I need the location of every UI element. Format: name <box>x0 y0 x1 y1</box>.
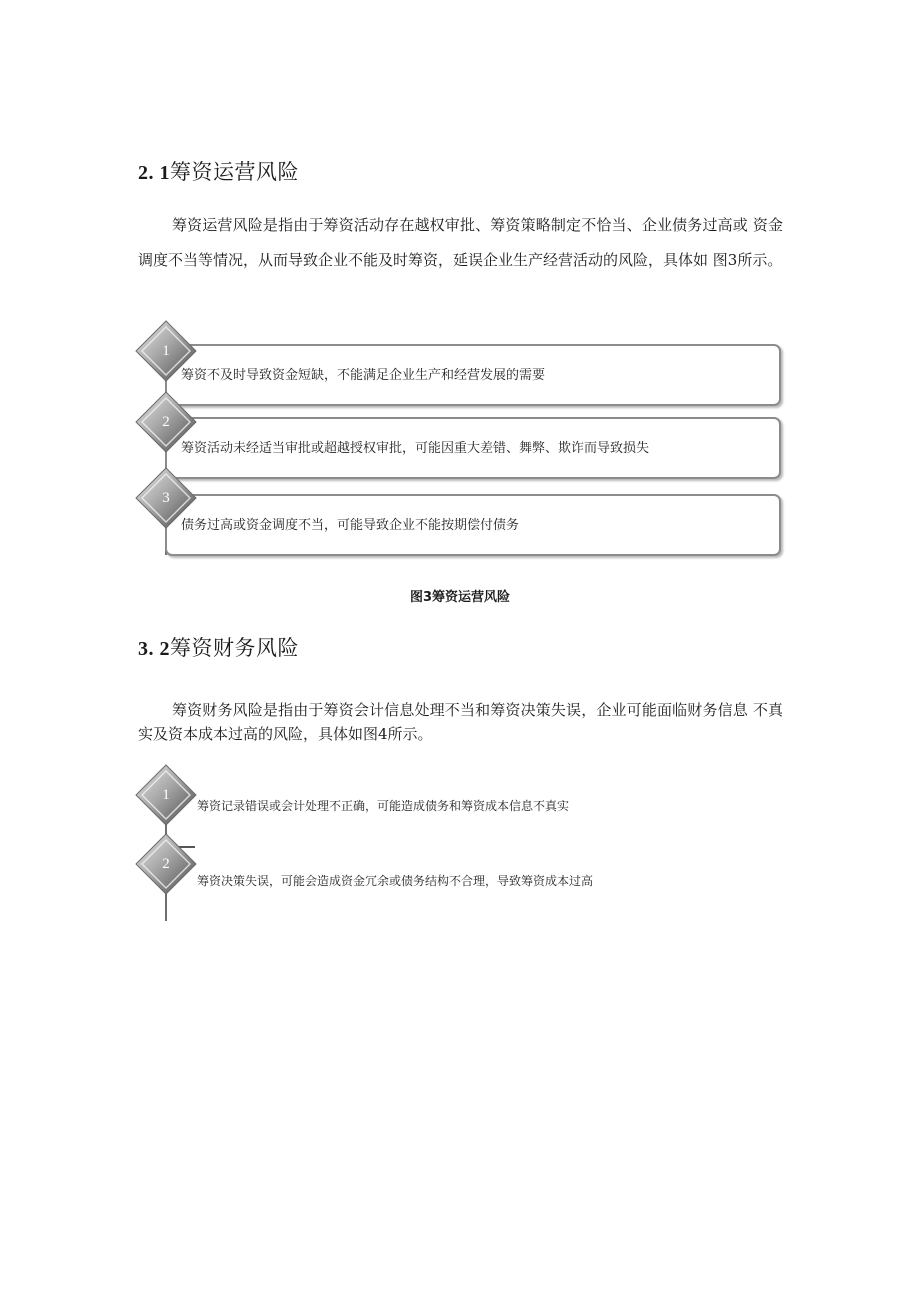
step-number: 2 <box>162 414 170 430</box>
flow-item-text: 筹资活动未经适当审批或超越授权审批，可能因重大差错、舞弊、欺诈而导致损失 <box>181 441 650 456</box>
step-number: 3 <box>162 490 170 506</box>
diamond-step-icon <box>135 391 197 453</box>
step-number: 1 <box>162 343 170 359</box>
flow-item-text: 债务过高或资金调度不当，可能导致企业不能按期偿付债务 <box>181 518 520 533</box>
diamond-step-icon <box>135 467 197 529</box>
step-number: 2 <box>162 856 170 872</box>
diamond-step-icon <box>135 320 197 382</box>
diamond-step-icon <box>135 764 197 826</box>
section-heading-2 <box>138 632 299 662</box>
section-paragraph-1: 筹资运营风险是指由于筹资活动存在越权审批、筹资策略制定不恰当、企业债务过高或 资金调度不当等情况，从而导致企业不能及时筹资，延误企业生产经营活动的风险，具体如 图3所示。 <box>138 216 783 269</box>
section-heading-1 <box>138 156 299 186</box>
flow-item-text: 筹资决策失误，可能会造成资金冗余或债务结构不合理，导致筹资成本过高 <box>197 874 594 888</box>
flow-item-text: 筹资不及时导致资金短缺，不能满足企业生产和经营发展的需要 <box>181 368 546 383</box>
section-title-2: 筹资财务风险 <box>170 636 299 660</box>
section-paragraph-2: 筹资财务风险是指由于筹资会计信息处理不当和筹资决策失误，企业可能面临财务信息 不真实及资本成本过高的风险，具体如图4所示。 <box>138 701 783 743</box>
section-number-2: 3. 2 <box>138 638 170 660</box>
step-number: 1 <box>162 787 170 803</box>
section-number-1: 2. 1 <box>138 162 170 184</box>
section-title-1: 筹资运营风险 <box>170 160 299 184</box>
flow-item-text: 筹资记录错误或会计处理不正确，可能造成债务和筹资成本信息不真实 <box>197 799 570 813</box>
figure-caption: 图3筹资运营风险 <box>409 590 511 605</box>
diamond-step-icon <box>135 833 197 895</box>
